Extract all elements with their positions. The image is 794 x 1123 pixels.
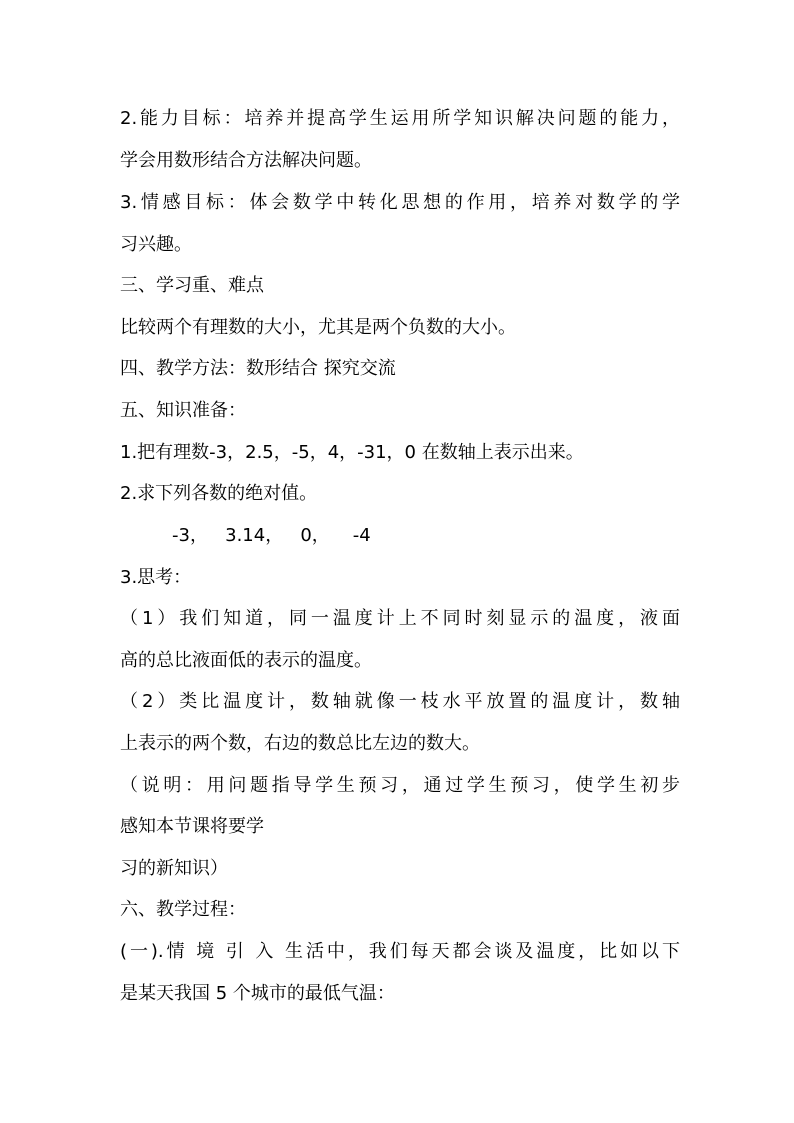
text-line: 1.把有理数-3，2.5，-5，4，-31，0 在数轴上表示出来。 <box>120 442 584 463</box>
text-line: 习兴趣。 <box>120 234 192 255</box>
text-line: 上表示的两个数，右边的数总比左边的数大。 <box>120 733 480 754</box>
text-line: （说明：用问题指导学生预习，通过学生预习，使学生初步 <box>120 775 680 796</box>
text-line: 高的总比液面低的表示的温度。 <box>120 650 372 671</box>
text-line: 习的新知识） <box>120 858 228 879</box>
section-heading: 四、教学方法：数形结合 探究交流 <box>120 358 396 379</box>
text-line: 2.能力目标：培养并提高学生运用所学知识解决问题的能力， <box>120 108 680 129</box>
text-line: （1）我们知道，同一温度计上不同时刻显示的温度，液面 <box>120 608 680 629</box>
text-line: 3.情感目标：体会数学中转化思想的作用，培养对数学的学 <box>120 192 680 213</box>
text-line: 2.求下列各数的绝对值。 <box>120 483 318 504</box>
text-line: （2）类比温度计，数轴就像一枝水平放置的温度计，数轴 <box>120 691 680 712</box>
section-heading: 六、教学过程： <box>120 899 246 920</box>
text-line: 感知本节课将要学 <box>120 816 264 837</box>
text-line: (一).情 境 引 入 生活中，我们每天都会谈及温度，比如以下 <box>120 941 680 962</box>
section-heading: 三、学习重、难点 <box>120 275 264 296</box>
text-line: 学会用数形结合方法解决问题。 <box>120 150 372 171</box>
text-line: 3.思考： <box>120 567 192 588</box>
text-line: 是某天我国 5 个城市的最低气温： <box>120 983 395 1004</box>
section-heading: 五、知识准备： <box>120 400 246 421</box>
text-line: 比较两个有理数的大小，尤其是两个负数的大小。 <box>120 317 516 338</box>
abs-values-line: -3， 3.14， 0， -4 <box>172 525 371 546</box>
